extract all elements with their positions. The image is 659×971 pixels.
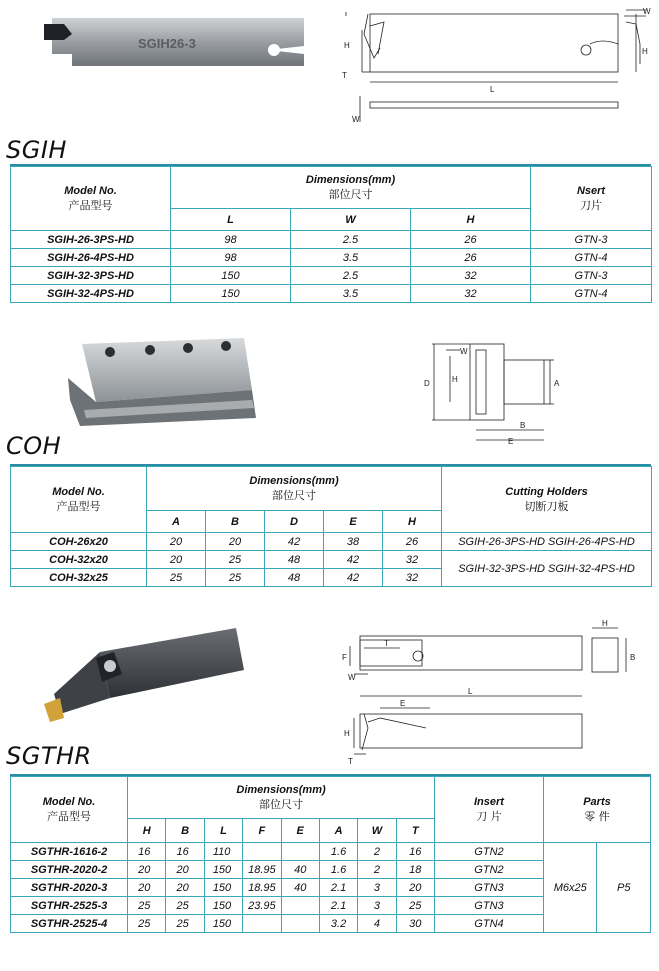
value-cell: 150 [204, 897, 242, 915]
value-cell: 16 [396, 843, 434, 861]
sgthr-col-l: L [204, 819, 242, 843]
value-cell: 25 [206, 569, 265, 587]
value-cell: 26 [411, 231, 531, 249]
value-cell: 20 [128, 861, 166, 879]
sgthr-parts-header: Parts 零 件 [543, 777, 650, 843]
sgthr-spec-table [10, 776, 651, 933]
insert-cell: GTN-3 [531, 267, 652, 285]
sgthr-dim-w: W [348, 673, 356, 682]
holders-cell: SGIH-26-3PS-HD SGIH-26-4PS-HD [442, 533, 652, 551]
sgih-dim-h-right: H [642, 47, 648, 56]
sgih-col-h: H [411, 209, 531, 231]
coh-product-photo [66, 330, 260, 430]
model-cell: SGTHR-2525-3 [11, 897, 128, 915]
table-row [11, 267, 652, 285]
model-cell: SGTHR-2525-4 [11, 915, 128, 933]
value-cell [243, 915, 281, 933]
insert-cell: GTN2 [434, 843, 543, 861]
value-cell: 32 [411, 285, 531, 303]
value-cell: 150 [204, 879, 242, 897]
value-cell: 26 [383, 533, 442, 551]
value-cell: 23.95 [243, 897, 281, 915]
value-cell: 42 [324, 569, 383, 587]
sgih-product-photo [42, 10, 308, 72]
sgthr-col-a: A [319, 819, 357, 843]
value-cell: 2 [358, 861, 396, 879]
sgthr-diagram [340, 618, 656, 768]
coh-dim-d: D [424, 379, 430, 388]
value-cell: 20 [166, 879, 204, 897]
sgthr-dim-h: H [344, 729, 350, 738]
value-cell: 4 [358, 915, 396, 933]
model-cell: COH-26x20 [11, 533, 147, 551]
value-cell: 48 [265, 551, 324, 569]
sgthr-dim-t: T [384, 639, 389, 648]
value-cell: 20 [396, 879, 434, 897]
model-cell: COH-32x20 [11, 551, 147, 569]
parts-screw-cell: M6x25 [543, 843, 597, 933]
value-cell: 3.2 [319, 915, 357, 933]
sgthr-model-header: Model No. 产品型号 [11, 777, 128, 843]
sgthr-insert-header: Insert 刀 片 [434, 777, 543, 843]
value-cell: 20 [147, 533, 206, 551]
coh-dim-e: E [508, 437, 514, 446]
value-cell: 25 [128, 897, 166, 915]
sgthr-dim-h-side: H [602, 619, 608, 628]
table-row [11, 231, 652, 249]
value-cell: 18.95 [243, 879, 281, 897]
coh-col-b: B [206, 511, 265, 533]
value-cell: 20 [147, 551, 206, 569]
sgih-dim-l: L [490, 85, 495, 94]
value-cell: 25 [166, 915, 204, 933]
sgthr-col-e: E [281, 819, 319, 843]
value-cell: 98 [171, 231, 291, 249]
value-cell: 30 [396, 915, 434, 933]
value-cell: 16 [128, 843, 166, 861]
value-cell: 3 [358, 879, 396, 897]
sgih-model-header: Model No. 产品型号 [11, 167, 171, 231]
insert-cell: GTN2 [434, 861, 543, 879]
sgthr-dim-t2: T [348, 757, 353, 766]
sgih-diagram [340, 4, 656, 128]
parts-key-cell: P5 [597, 843, 651, 933]
value-cell: 26 [411, 249, 531, 267]
sgthr-section-title: SGTHR [6, 742, 92, 770]
sgih-product-label: SGIH26-3 [138, 36, 196, 51]
value-cell: 25 [147, 569, 206, 587]
value-cell: 42 [265, 533, 324, 551]
coh-dim-w: W [460, 347, 468, 356]
value-cell: 25 [166, 897, 204, 915]
insert-cell: GTN-4 [531, 249, 652, 267]
coh-col-h: H [383, 511, 442, 533]
coh-dims-header: Dimensions(mm) 部位尺寸 [147, 467, 442, 511]
value-cell: 1.6 [319, 861, 357, 879]
value-cell: 150 [171, 285, 291, 303]
coh-spec-table [10, 466, 652, 587]
coh-col-e: E [324, 511, 383, 533]
coh-holders-header: Cutting Holders 切断刀板 [442, 467, 652, 533]
value-cell: 3 [358, 897, 396, 915]
value-cell: 150 [171, 267, 291, 285]
sgih-section-title: SGIH [6, 136, 67, 164]
value-cell: 32 [383, 569, 442, 587]
coh-dim-h: H [452, 375, 458, 384]
value-cell: 2.5 [291, 267, 411, 285]
value-cell: 40 [281, 861, 319, 879]
insert-cell: GTN-4 [531, 285, 652, 303]
value-cell [281, 897, 319, 915]
value-cell: 20 [128, 879, 166, 897]
model-cell: SGTHR-1616-2 [11, 843, 128, 861]
value-cell: 2.5 [291, 231, 411, 249]
value-cell [281, 843, 319, 861]
value-cell: 40 [281, 879, 319, 897]
coh-dim-a: A [554, 379, 560, 388]
sgih-dim-w-top: W [643, 7, 651, 16]
model-cell: SGIH-32-3PS-HD [11, 267, 171, 285]
model-cell: SGIH-26-3PS-HD [11, 231, 171, 249]
model-cell: SGIH-26-4PS-HD [11, 249, 171, 267]
sgih-dims-header: Dimensions(mm) 部位尺寸 [171, 167, 531, 209]
sgih-spec-table [10, 166, 652, 303]
model-cell: SGTHR-2020-3 [11, 879, 128, 897]
value-cell: 3.5 [291, 285, 411, 303]
coh-col-a: A [147, 511, 206, 533]
value-cell: 1.6 [319, 843, 357, 861]
sgthr-dim-l: L [468, 687, 473, 696]
insert-cell: GTN-3 [531, 231, 652, 249]
coh-model-header: Model No. 产品型号 [11, 467, 147, 533]
sgthr-col-b: B [166, 819, 204, 843]
model-cell: SGTHR-2020-2 [11, 861, 128, 879]
sgih-dim-h: H [344, 41, 350, 50]
sgih-col-w: W [291, 209, 411, 231]
table-row [11, 285, 652, 303]
value-cell: 32 [383, 551, 442, 569]
table-row [11, 249, 652, 267]
insert-cell: GTN3 [434, 879, 543, 897]
sgih-dim-w-bottom: W [352, 115, 360, 124]
coh-section-title: COH [6, 432, 62, 460]
value-cell: 110 [204, 843, 242, 861]
sgih-dim-t: T [342, 71, 347, 80]
sgthr-col-h: H [128, 819, 166, 843]
sgih-col-l: L [171, 209, 291, 231]
coh-dim-b: B [520, 421, 526, 430]
value-cell [243, 843, 281, 861]
value-cell: 25 [206, 551, 265, 569]
sgthr-col-w: W [358, 819, 396, 843]
value-cell: 150 [204, 861, 242, 879]
value-cell: 20 [166, 861, 204, 879]
value-cell: 25 [396, 897, 434, 915]
coh-col-d: D [265, 511, 324, 533]
value-cell: 20 [206, 533, 265, 551]
value-cell: 18.95 [243, 861, 281, 879]
value-cell: 16 [166, 843, 204, 861]
model-cell: SGIH-32-4PS-HD [11, 285, 171, 303]
insert-cell: GTN4 [434, 915, 543, 933]
sgthr-dim-e: E [400, 699, 406, 708]
sgthr-col-f: F [243, 819, 281, 843]
table-row [11, 843, 651, 861]
coh-diagram [420, 336, 570, 446]
sgthr-dims-header: Dimensions(mm) 部位尺寸 [128, 777, 435, 819]
table-row [11, 533, 652, 551]
value-cell: 38 [324, 533, 383, 551]
value-cell: 25 [128, 915, 166, 933]
holders-cell: SGIH-32-3PS-HD SGIH-32-4PS-HD [442, 551, 652, 587]
value-cell [281, 915, 319, 933]
sgthr-dim-b: B [630, 653, 636, 662]
value-cell: 48 [265, 569, 324, 587]
value-cell: 3.5 [291, 249, 411, 267]
value-cell: 2.1 [319, 897, 357, 915]
insert-cell: GTN3 [434, 897, 543, 915]
sgthr-dim-f: F [342, 653, 347, 662]
table-row [11, 551, 652, 569]
value-cell: 42 [324, 551, 383, 569]
value-cell: 2.1 [319, 879, 357, 897]
value-cell: 18 [396, 861, 434, 879]
model-cell: COH-32x25 [11, 569, 147, 587]
value-cell: 150 [204, 915, 242, 933]
sgthr-col-t: T [396, 819, 434, 843]
value-cell: 98 [171, 249, 291, 267]
sgih-insert-header: Nsert 刀片 [531, 167, 652, 231]
sgthr-product-photo [40, 622, 246, 738]
value-cell: 32 [411, 267, 531, 285]
value-cell: 2 [358, 843, 396, 861]
